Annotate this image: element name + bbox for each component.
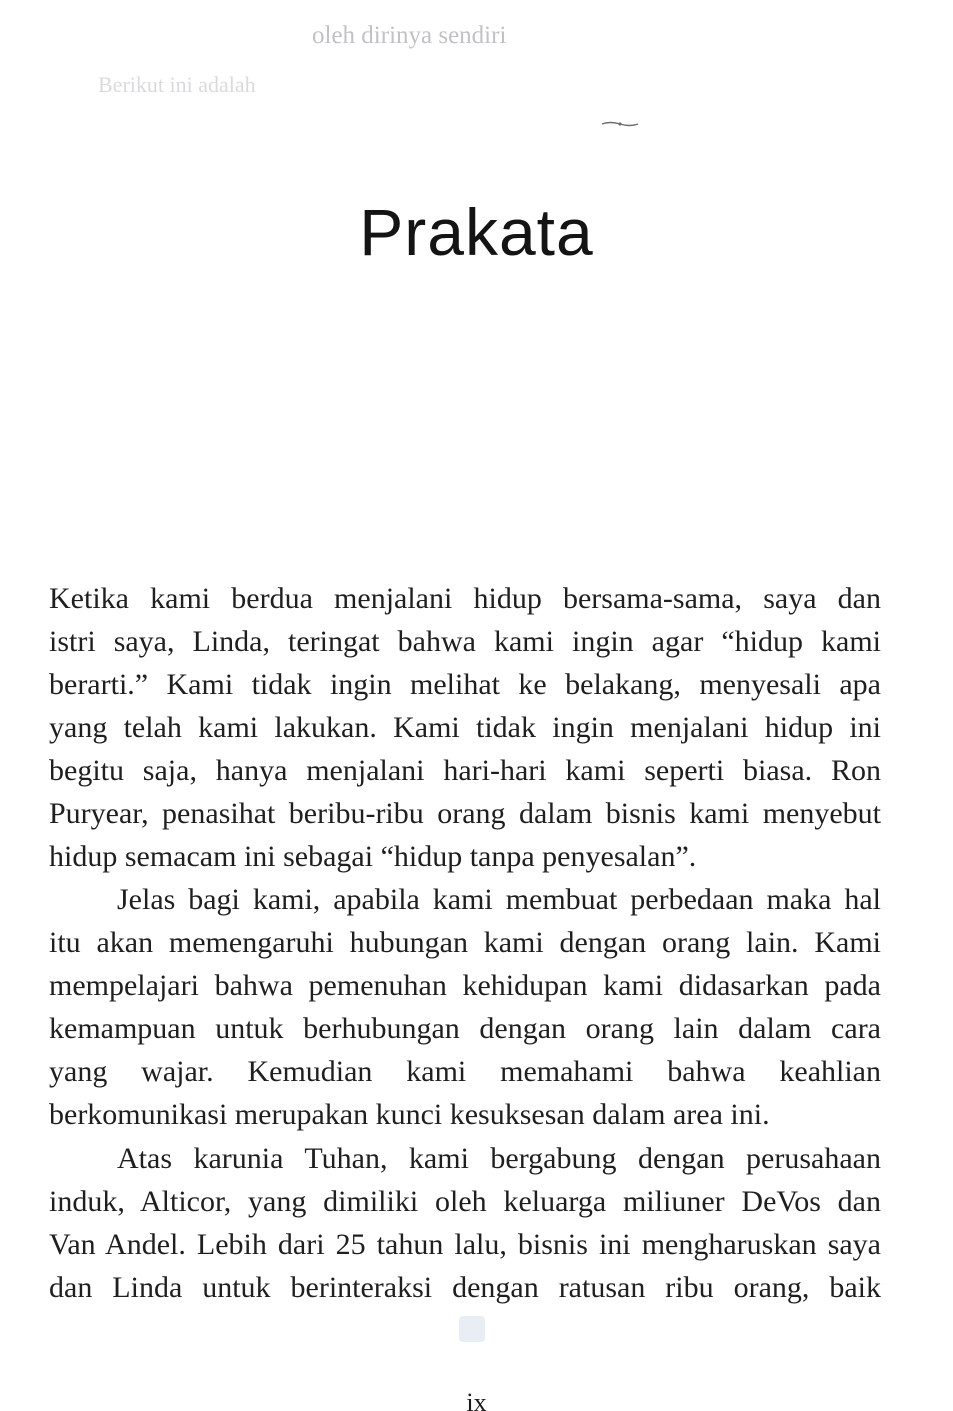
text-line: yang wajar. Kemudian kami memahami bahwa keahlian — [49, 1055, 881, 1088]
chapter-title: Prakata — [359, 195, 594, 270]
text-line: mempelajari bahwa pemenuhan kehidupan kami didasarkan pada — [49, 969, 881, 1002]
text-line: istri saya, Linda, teringat bahwa kami ingin agar “hidup kami — [49, 625, 881, 658]
text-line: begitu saja, hanya menjalani hari-hari kami seperti biasa. Ron — [49, 754, 881, 787]
text-line: berkomunikasi merupakan kunci kesuksesan dalam area ini. — [49, 1098, 770, 1131]
text-line: kemampuan untuk berhubungan dengan orang lain dalam cara — [49, 1012, 881, 1045]
ornament-icon — [600, 119, 640, 129]
text-line: hidup semacam ini sebagai “hidup tanpa penyesalan”. — [49, 840, 697, 873]
bleed-through-text: Berikut ini adalah — [98, 72, 256, 97]
text-line: induk, Alticor, yang dimiliki oleh keluarga miliuner DeVos dan — [49, 1185, 881, 1218]
page-number: ix — [466, 1388, 487, 1411]
text-line: itu akan memengaruhi hubungan kami dengan orang lain. Kami — [49, 926, 881, 959]
text-line: Van Andel. Lebih dari 25 tahun lalu, bisnis ini mengharuskan saya — [49, 1228, 881, 1261]
text-line: berarti.” Kami tidak ingin melihat ke belakang, menyesali apa — [49, 668, 881, 701]
text-line: Ketika kami berdua menjalani hidup bersama-sama, saya dan — [49, 582, 881, 615]
text-line: Jelas bagi kami, apabila kami membuat perbedaan maka hal — [117, 883, 881, 916]
text-line: dan Linda untuk berinteraksi dengan ratusan ribu orang, baik — [49, 1271, 881, 1304]
ornament-icon — [459, 1316, 485, 1342]
text-line: Atas karunia Tuhan, kami bergabung dengan perusahaan — [117, 1142, 881, 1175]
text-line: Puryear, penasihat beribu-ribu orang dalam bisnis kami menyebut — [49, 797, 881, 830]
bleed-through-text: oleh dirinya sendiri — [312, 22, 507, 49]
text-line: yang telah kami lakukan. Kami tidak ingin menjalani hidup ini — [49, 711, 881, 744]
